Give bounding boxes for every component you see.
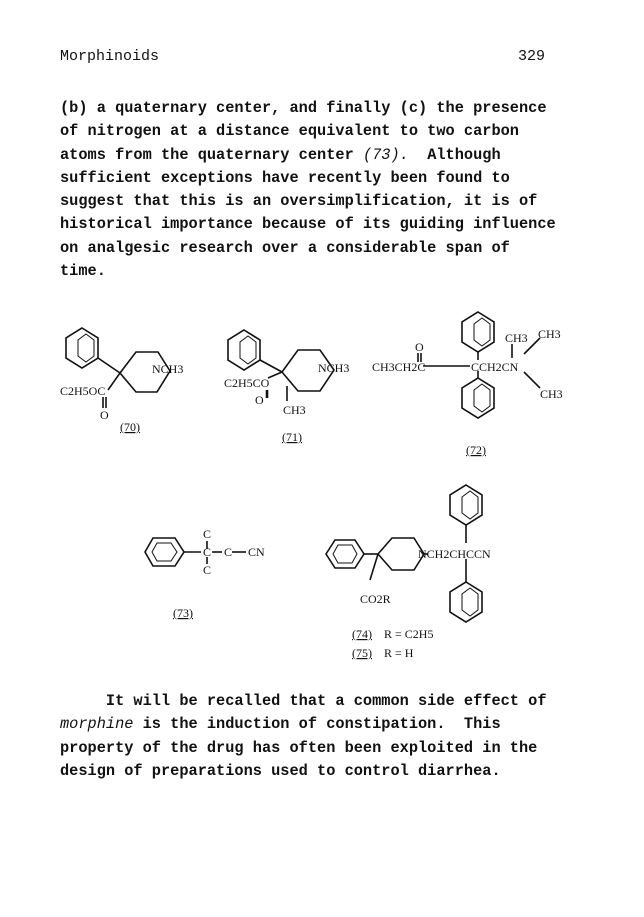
text-line: design of preparations used to control diarrhea. [60, 761, 501, 780]
text-line: It will be recalled that a common side effect of [60, 692, 547, 710]
structure-72 [372, 312, 563, 457]
carbonyl-oxygen: O [255, 393, 264, 407]
methyl-label: CH3 [283, 403, 306, 417]
n-chain-label: NCH2CHCCN [418, 547, 491, 561]
paragraph-bottom [60, 690, 580, 783]
center-chain-label: CCH2CN [471, 360, 519, 374]
nitrile-label: CN [248, 545, 265, 559]
text-line: Although [408, 145, 501, 164]
r-group-75: R = H [384, 646, 414, 660]
running-header-title: Morphinoids [60, 48, 160, 65]
text-line: historical importance because of its guiding influence [60, 215, 556, 234]
paragraph-top [60, 97, 580, 283]
citation-ref: (73). [362, 145, 409, 164]
r-group-74: R = C2H5 [384, 627, 434, 641]
text-line: atoms from the quaternary center [60, 145, 363, 164]
compound-label-72: (72) [466, 443, 486, 457]
compound-label-74: (74) [352, 627, 372, 641]
methyl-label: CH3 [538, 327, 561, 341]
text-line: on analgesic research over a considerable span of [60, 238, 510, 257]
n-methyl-label: NCH3 [318, 361, 350, 375]
structure-74-75 [326, 485, 491, 660]
structure-73 [145, 527, 265, 620]
text-line: property of the drug has often been exploited in the [60, 738, 538, 757]
carbon-label: C [203, 545, 212, 559]
n-methyl-label: NCH3 [152, 362, 184, 376]
propionyl-label: CH3CH2C [372, 360, 426, 374]
carbon-label: C [203, 563, 212, 577]
methyl-label: CH3 [505, 331, 528, 345]
carbon-label: C [203, 527, 212, 541]
text-line: is the induction of constipation. This [133, 715, 501, 734]
carbonyl-oxygen: O [100, 408, 109, 422]
ester-label: C2H5OC [60, 384, 106, 398]
text-line: suggest that this is an oversimplification, it is of [60, 192, 538, 211]
text-line: sufficient exceptions have recently been found to [60, 168, 510, 187]
emphasis-morphine: morphine [60, 715, 134, 734]
text-line: time. [60, 262, 106, 281]
carboxyl-label: CO2R [360, 592, 391, 606]
page-number: 329 [518, 48, 546, 65]
structure-70 [60, 328, 183, 434]
methyl-label: CH3 [540, 387, 563, 401]
ester-label: C2H5CO [224, 376, 270, 390]
compound-label-71: (71) [282, 430, 302, 444]
compound-label-73: (73) [173, 606, 193, 620]
compound-label-70: (70) [120, 420, 140, 434]
structure-71 [224, 330, 349, 444]
compound-label-75: (75) [352, 646, 372, 660]
carbon-label: C [224, 545, 233, 559]
chemical-structures-figure [0, 300, 644, 670]
carbonyl-oxygen: O [415, 340, 424, 354]
text-line: (b) a quaternary center, and finally (c) the presence [60, 99, 547, 117]
text-line: of nitrogen at a distance equivalent to two carbon [60, 122, 519, 141]
